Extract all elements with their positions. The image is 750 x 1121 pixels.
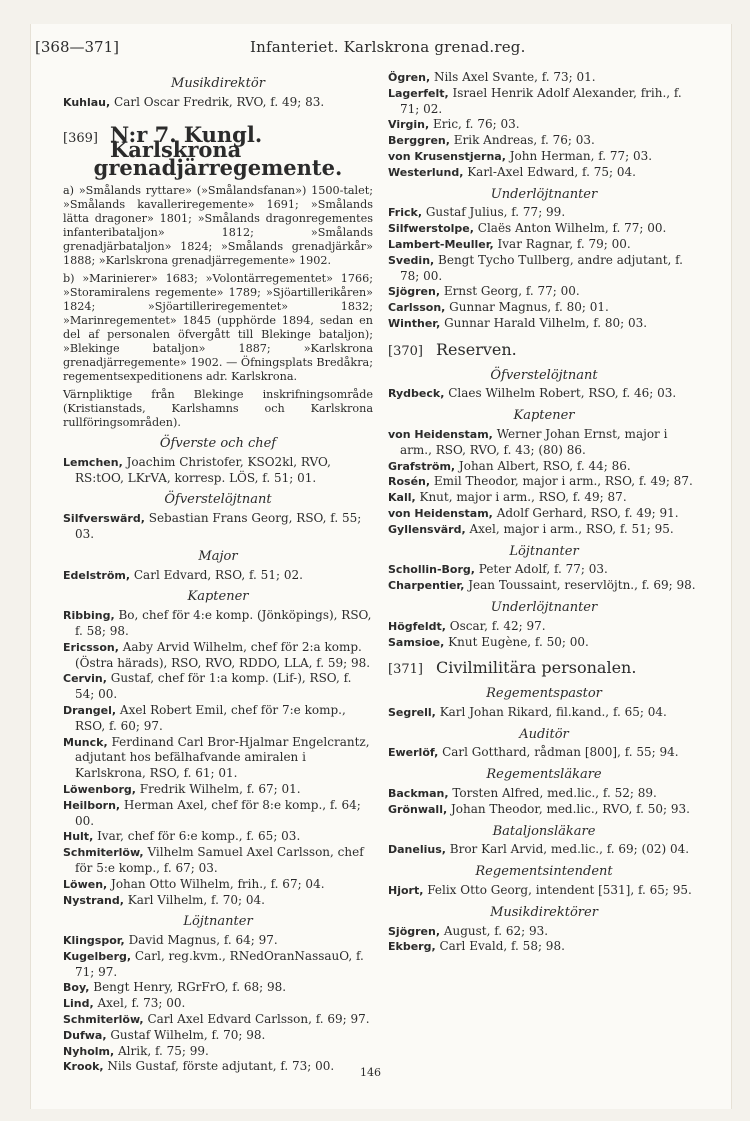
list-item — [388, 117, 700, 133]
entry-text: Joachim Christofer, KSO2kl, RVO, RS:tOO, LKrVA, korresp. LÖS, f. 51; 01. — [75, 454, 331, 485]
entry-text: Ivar, chef för 6:e komp., f. 65; 03. — [93, 829, 301, 844]
list-item — [63, 782, 373, 798]
civil-title-row — [388, 660, 700, 678]
list-item — [63, 949, 373, 981]
entry-name: Schmiterlöw, — [63, 1013, 144, 1027]
entry-text: Claes Wilhelm Robert, RSO, f. 46; 03. — [444, 386, 677, 401]
regiment-title-row — [63, 121, 373, 163]
list-item — [388, 205, 700, 221]
entry-name: Grönwall, — [388, 802, 448, 816]
entry-text: Ivar Ragnar, f. 79; 00. — [493, 236, 631, 251]
section-heading: Musikdirektör — [171, 76, 265, 91]
entry-text: Knut Eugène, f. 50; 00. — [444, 634, 589, 649]
entry-text: Bror Karl Arvid, med.lic., f. 69; (02) 04. — [445, 842, 690, 857]
list-item — [388, 578, 700, 594]
section-heading: Auditör — [519, 726, 569, 742]
entry-text: Sebastian Frans Georg, RSO, f. 55; 03. — [75, 511, 362, 541]
entry-name: Virgin, — [388, 118, 430, 132]
entry-text: Jean Toussaint, reservlöjtn., f. 69; 98. — [464, 578, 696, 593]
page-range: [368—371] — [35, 38, 119, 56]
entry-text: Bo, chef för 4:e komp. (Jönköpings), RSO, f. 58; 98. — [75, 608, 372, 638]
list-item — [388, 490, 700, 506]
entry-name: Cervin, — [63, 672, 107, 686]
list-item — [388, 474, 700, 490]
entry-text: Torsten Alfred, med.lic., f. 52; 89. — [448, 786, 657, 801]
entry-text: Werner Johan Ernst, major i arm., RSO, RVO, f. 43; (80) 86. — [400, 426, 668, 457]
section-heading: Regementspastor — [486, 686, 602, 702]
entry-text: Axel Robert Emil, chef för 7:e komp., RSO, f. 60; 97. — [75, 702, 346, 733]
entry-text: Knut, major i arm., RSO, f. 49; 87. — [415, 490, 627, 505]
entry-text: Nils Gustaf, förste adjutant, f. 73; 00. — [103, 1059, 335, 1074]
entry-name: Svedin, — [388, 253, 435, 267]
section-number: [370] — [388, 343, 423, 359]
entry-name: Kugelberg, — [63, 949, 132, 963]
entry-name: Hult, — [63, 830, 94, 844]
entry-text: Gunnar Harald Vilhelm, f. 80; 03. — [440, 315, 648, 330]
entry-text: Emil Theodor, major i arm., RSO, f. 49; 87. — [430, 474, 693, 489]
list-item — [388, 506, 700, 522]
entry-text: Herman Axel, chef för 8:e komp., f. 64; 00. — [75, 797, 361, 828]
entry-name: Lind, — [63, 997, 94, 1011]
entry-name: Ögren, — [388, 71, 431, 84]
list-item — [388, 221, 700, 237]
list-item — [388, 786, 700, 802]
entry-text: Axel, f. 73; 00. — [93, 996, 186, 1011]
list-item — [63, 893, 373, 909]
entry-name: Klingspor, — [63, 934, 125, 948]
list-item — [63, 735, 373, 782]
entry-name: Segrell, — [388, 705, 436, 719]
entry-name: Westerlund, — [388, 165, 464, 179]
entry-text: Gustaf Wilhelm, f. 70; 98. — [106, 1027, 266, 1042]
list-item — [388, 522, 700, 538]
right-column — [388, 70, 700, 955]
list-item — [388, 70, 700, 86]
list-item — [388, 386, 700, 402]
entry-name: Sjögren, — [388, 924, 441, 938]
entry-text: Erik Andreas, f. 76; 03. — [449, 133, 595, 148]
entry-text: Karl Johan Rikard, fil.kand., f. 65; 04. — [435, 704, 667, 719]
entry-text: Nils Axel Svante, f. 73; 01. — [430, 70, 596, 84]
section-heading: Major — [198, 548, 238, 564]
entry-name: Winther, — [388, 316, 441, 330]
reserven-title-row — [388, 339, 700, 360]
list-item — [388, 883, 700, 899]
entry-name: Rydbeck, — [388, 387, 445, 401]
entry-name: Kuhlau, — [63, 95, 111, 109]
entry-name: Nyholm, — [63, 1044, 115, 1058]
list-item — [63, 1028, 373, 1044]
entry-text: Carl Gotthard, rådman [800], f. 55; 94. — [438, 745, 679, 760]
list-item — [63, 703, 373, 735]
entry-name: Schollin-Borg, — [388, 563, 475, 577]
entry-text: Oscar, f. 42; 97. — [445, 618, 546, 633]
entry-text: Karl Vilhelm, f. 70; 04. — [123, 892, 265, 907]
list-item — [388, 86, 700, 118]
entry-name: Backman, — [388, 787, 449, 801]
entry-text: Karl-Axel Edward, f. 75; 04. — [463, 164, 636, 179]
entry-name: Danelius, — [388, 843, 446, 857]
list-item — [63, 1012, 373, 1028]
section-title: Civilmilitära personalen. — [436, 658, 637, 678]
list-item — [63, 95, 373, 111]
list-item — [63, 608, 373, 640]
entry-text: Carl, reg.kvm., RNedOranNassauO, f. 71; 97. — [75, 948, 364, 979]
entry-name: Berggren, — [388, 134, 450, 148]
list-item — [63, 568, 373, 584]
entry-name: Boy, — [63, 981, 90, 995]
list-item — [388, 427, 700, 459]
entry-name: Rosén, — [388, 475, 431, 489]
list-item — [63, 511, 373, 543]
entry-text: John Herman, f. 77; 03. — [505, 148, 653, 163]
entry-text: August, f. 62; 93. — [440, 923, 549, 938]
right-top-entries — [388, 70, 700, 181]
list-item — [388, 619, 700, 635]
entry-name: Heilborn, — [63, 798, 121, 812]
entry-text: Ernst Georg, f. 77; 00. — [440, 284, 580, 299]
entry-name: Schmiterlöw, — [63, 846, 144, 860]
entry-name: von Heidenstam, — [388, 506, 493, 520]
entry-text: Gustaf Julius, f. 77; 99. — [422, 205, 566, 220]
list-item — [388, 939, 700, 955]
list-item — [388, 284, 700, 300]
list-item — [388, 300, 700, 316]
entry-text: Axel, major i arm., RSO, f. 51; 95. — [465, 521, 674, 536]
regiment-title: N:r 7. Kungl. Karlskrona — [110, 121, 263, 163]
entry-name: Nystrand, — [63, 893, 124, 907]
entry-name: Sjögren, — [388, 285, 441, 299]
entry-text: Fredrik Wilhelm, f. 67; 01. — [135, 781, 301, 796]
entry-name: Edelström, — [63, 568, 131, 582]
entry-name: Charpentier, — [388, 579, 465, 593]
section-heading: Underlöjtnanter — [490, 186, 598, 202]
entry-text: Gunnar Magnus, f. 80; 01. — [445, 300, 609, 315]
section-heading: Musikdirektörer — [490, 904, 598, 920]
list-item — [388, 924, 700, 940]
list-item — [388, 253, 700, 285]
section-heading: Löjtnanter — [509, 543, 579, 559]
entry-name: Ekberg, — [388, 940, 436, 954]
entry-name: von Krusenstjerna, — [388, 149, 506, 163]
list-item — [63, 455, 373, 487]
entry-name: Gyllensvärd, — [388, 522, 466, 536]
regiment-history-b: b) »Marinierer» 1683; »Volontärregementet» 1766; »Storamiralens regemente» 1789; »Sjöartillerikåren» 1824; »Sjöartilleriregementet» 1832; »Marinregementet» 1845 (upphörde 1894, sedan en del af personalen öfvergått till Blekinge bataljon); »Blekinge bataljon» 1887; »Karlskrona grenadjärregemente» 1902. — Öfningsplats Bredåkra; regementsexpeditionens adr. Karlskrona. — [63, 271, 373, 383]
entry-text: Peter Adolf, f. 77; 03. — [474, 562, 608, 577]
entry-text: Bengt Tycho Tullberg, andre adjutant, f. 78; 00. — [400, 252, 683, 283]
list-item — [388, 165, 700, 181]
entry-text: David Magnus, f. 64; 97. — [124, 933, 278, 948]
list-item — [63, 877, 373, 893]
entry-text: Johan Theodor, med.lic., RVO, f. 50; 93. — [447, 801, 690, 816]
list-item — [63, 980, 373, 996]
entry-name: Ribbing, — [63, 609, 115, 623]
entry-name: Lagerfelt, — [388, 86, 449, 100]
entry-name: Krook, — [63, 1060, 104, 1074]
section-heading: Löjtnanter — [183, 914, 253, 930]
list-item — [63, 640, 373, 672]
section-number: [369] — [63, 130, 98, 146]
entry-name: Frick, — [388, 206, 423, 220]
entry-name: Silfwerstolpe, — [388, 222, 474, 236]
list-item — [63, 996, 373, 1012]
entry-name: Silfverswärd, — [63, 512, 145, 526]
list-item — [63, 798, 373, 830]
entry-text: Johan Otto Wilhelm, frih., f. 67; 04. — [107, 876, 325, 891]
entry-text: Aaby Arvid Wilhelm, chef för 2:a komp. (Östra härads), RSO, RVO, RDDO, LLA, f. 59; 98. — [75, 639, 371, 670]
entry-name: Ewerlöf, — [388, 746, 439, 760]
section-heading: Kaptener — [513, 408, 575, 424]
list-item — [388, 842, 700, 858]
header-title: Infanteriet. Karlskrona grenad.reg. — [250, 38, 526, 56]
reserven-sections — [388, 368, 700, 651]
list-item — [63, 671, 373, 703]
entry-text: Carl Edvard, RSO, f. 51; 02. — [130, 567, 303, 582]
entry-text: Felix Otto Georg, intendent [531], f. 65; 95. — [423, 883, 692, 898]
entry-text: Israel Henrik Adolf Alexander, frih., f. 71; 02. — [400, 85, 682, 116]
list-item — [388, 802, 700, 818]
list-item — [63, 829, 373, 845]
entry-name: Carlsson, — [388, 301, 446, 315]
entry-text: Carl Axel Edvard Carlsson, f. 69; 97. — [143, 1012, 370, 1027]
list-item — [388, 133, 700, 149]
entry-name: Lemchen, — [63, 455, 123, 469]
underlojtnanter-section — [388, 187, 700, 332]
entry-name: Drangel, — [63, 703, 117, 717]
entry-name: Grafström, — [388, 459, 456, 473]
regiment-title-2: grenadjärregemente. — [93, 155, 343, 181]
entry-text: Carl Oscar Fredrik, RVO, f. 49; 83. — [110, 94, 325, 109]
regiment-history-a: a) »Smålands ryttare» (»Smålandsfanan») 1500-talet; »Smålands kavalleriregemente» 1691; »Smålands lätta dragoner» 1801; »Smålands dragonregementes infanteribataljon» 1812; »Smålands grenadjärbataljon» 1824; »Smålands grenadjärkår» 1888; »Karlskrona grenadjärregemente» 1902. — [63, 183, 373, 267]
entry-name: Kall, — [388, 491, 416, 505]
entry-text: Carl Evald, f. 58; 98. — [435, 939, 565, 954]
section-title: Reserven. — [436, 339, 517, 359]
entry-name: Ericsson, — [63, 640, 119, 654]
regiment-recruitment: Värnpliktige från Blekinge inskrifningsområde (Kristianstads, Karlshamns och Karlskrona rullföringsområden). — [63, 387, 373, 429]
list-item — [63, 1044, 373, 1060]
list-item — [388, 237, 700, 253]
entry-name: Lambert-Meuller, — [388, 237, 494, 251]
section-heading: Bataljonsläkare — [492, 823, 596, 839]
list-item — [63, 1059, 373, 1075]
left-sections — [63, 436, 373, 1075]
section-heading: Regementsintendent — [475, 864, 613, 880]
section-heading: Öfverstelöjtnant — [490, 367, 598, 383]
entry-text: Claës Anton Wilhelm, f. 77; 00. — [473, 221, 667, 236]
list-item — [388, 745, 700, 761]
entry-name: Dufwa, — [63, 1028, 107, 1042]
section-heading: Underlöjtnanter — [490, 599, 598, 615]
list-item — [388, 562, 700, 578]
list-item — [63, 845, 373, 877]
entry-name: Löwen, — [63, 877, 108, 891]
section-number: [371] — [388, 662, 423, 678]
section-heading: Kaptener — [187, 589, 249, 605]
civil-sections — [388, 686, 700, 955]
list-item — [388, 149, 700, 165]
entry-text: Ferdinand Carl Bror-Hjalmar Engelcrantz, adjutant hos befälhafvande amiralen i Karlskrona, RSO, f. 61; 01. — [75, 734, 370, 781]
entry-text: Johan Albert, RSO, f. 44; 86. — [455, 458, 631, 473]
entry-name: Högfeldt, — [388, 619, 446, 633]
entry-name: Munck, — [63, 735, 108, 749]
list-item — [388, 316, 700, 332]
entry-name: Hjort, — [388, 884, 424, 898]
entry-name: von Heidenstam, — [388, 427, 493, 441]
entry-name: Samsioe, — [388, 635, 445, 649]
section-heading: Öfverstelöjtnant — [164, 492, 272, 508]
section-heading: Regementsläkare — [486, 767, 602, 783]
list-item — [63, 933, 373, 949]
entry-text: Adolf Gerhard, RSO, f. 49; 91. — [492, 505, 679, 520]
entry-text: Bengt Henry, RGrFrO, f. 68; 98. — [89, 980, 287, 995]
list-item — [388, 705, 700, 721]
left-column — [63, 70, 373, 1075]
page-number: 146 — [360, 1066, 381, 1079]
entry-name: Löwenborg, — [63, 782, 136, 796]
list-item — [388, 459, 700, 475]
list-item — [388, 635, 700, 651]
entry-text: Gustaf, chef för 1:a komp. (Lif-), RSO, f. 54; 00. — [75, 671, 352, 702]
entry-text: Vilhelm Samuel Axel Carlsson, chef för 5:e komp., f. 67; 03. — [75, 845, 364, 875]
entry-text: Eric, f. 76; 03. — [429, 117, 520, 132]
section-heading: Öfverste och chef — [159, 435, 277, 451]
entry-text: Alrik, f. 75; 99. — [114, 1043, 209, 1058]
